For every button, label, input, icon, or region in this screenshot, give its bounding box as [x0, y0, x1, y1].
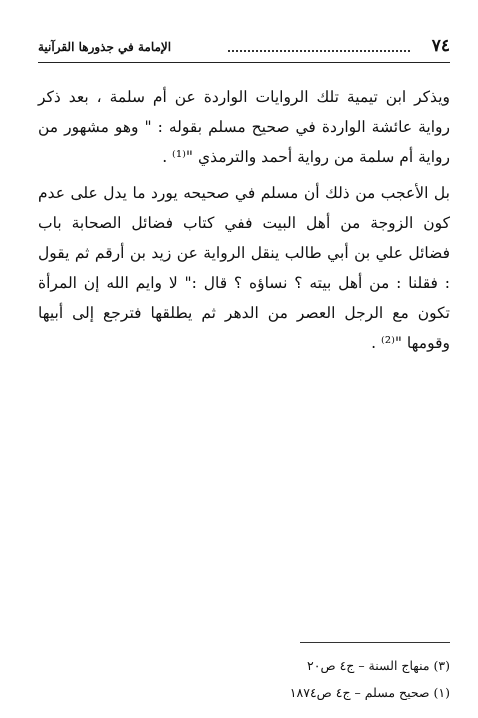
running-title: الإمامة في جذورها القرآنية: [38, 40, 172, 54]
page-header: [38, 36, 450, 60]
paragraph-1: ويذكر ابن تيمية تلك الروايات الواردة عن أم سلمة ، بعد ذكر رواية عائشة الواردة في صحيح مسلم بقوله : " وهو مشهور من رواية أم سلمة من رواية أحمد والترمذي "⁽¹⁾ .: [38, 88, 450, 166]
page-number: ٧٤: [431, 36, 450, 56]
main-text: [38, 82, 450, 364]
footnote-1: (٣) منهاج السنة – ج٤ ص٢٠: [307, 658, 450, 673]
header-rule: [38, 62, 450, 63]
footnote-separator: [300, 642, 450, 643]
footnotes: [38, 652, 450, 706]
header-dotted-leader: [228, 50, 410, 52]
footnote-2: (١) صحيح مسلم – ج٤ ص١٨٧٤: [289, 685, 450, 700]
paragraph-2: بل الأعجب من ذلك أن مسلم في صحيحه يورد ما يدل على عدم كون الزوجة من أهل البيت ففي كتاب فضائل الصحابة باب فضائل علي بن أبي طالب ينقل الرواية عن زيد بن أرقم ثم يقول : فقلنا : من أهل بيته ؟ نساؤه ؟ قال :" لا وايم الله إن المرأة تكون مع الرجل العصر من الدهر ثم يطلقها فترجع إلى أبيها وقومها "⁽²⁾ .: [38, 184, 450, 352]
